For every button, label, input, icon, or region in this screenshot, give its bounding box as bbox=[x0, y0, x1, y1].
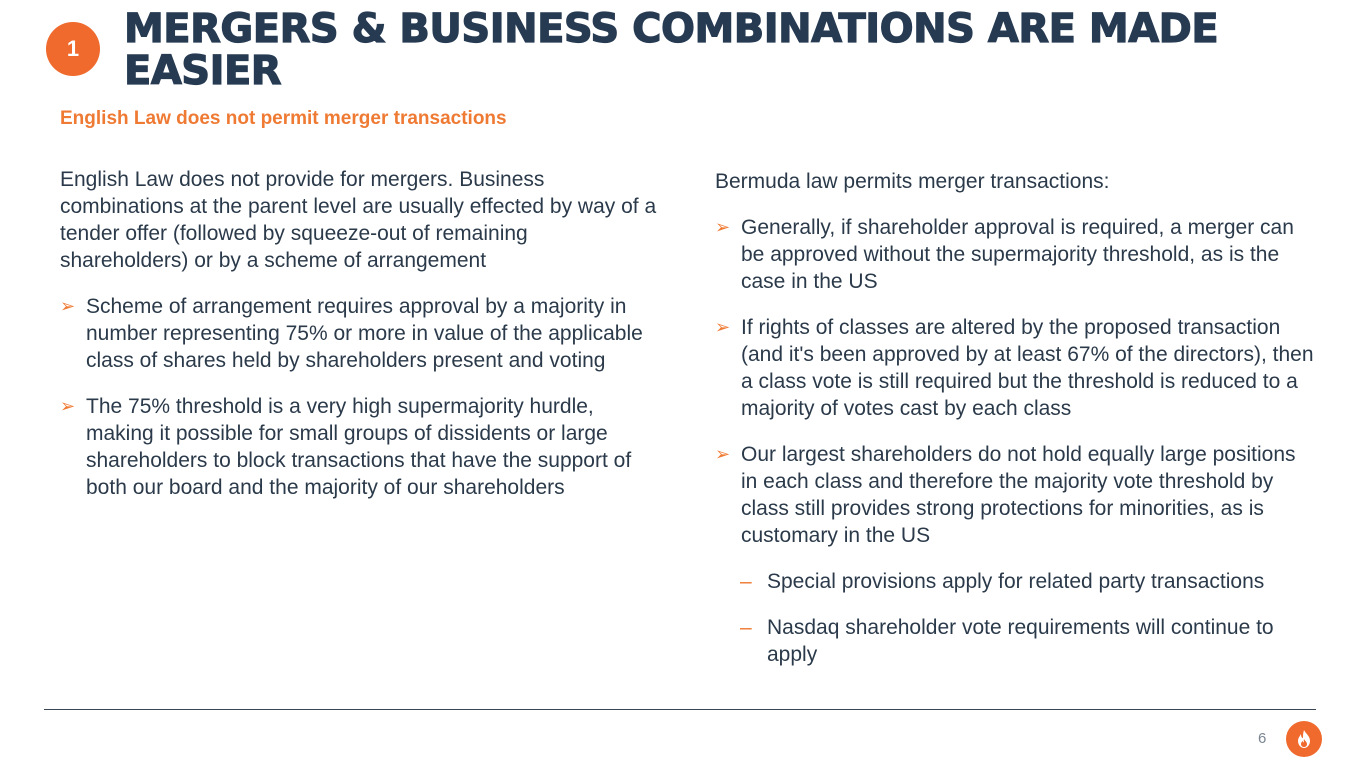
left-bullet-1-text: Scheme of arrangement requires approval by a majority in number representing 75% or more in value of the applicable class of shares held by shareholders present and voting bbox=[86, 295, 643, 372]
subtitle: English Law does not permit merger transactions bbox=[60, 108, 507, 129]
right-sub-bullet-1 bbox=[715, 568, 1315, 595]
right-sub-bullet-1-text: Special provisions apply for related party transactions bbox=[767, 570, 1265, 593]
right-bullet-3 bbox=[715, 441, 1315, 549]
right-bullet-2 bbox=[715, 314, 1315, 422]
left-bullet-2-text: The 75% threshold is a very high supermajority hurdle, making it possible for small groups of dissidents or large shareholders to block transactions that have the support of both our board and the majority of our shareholders bbox=[86, 395, 632, 499]
right-column bbox=[715, 168, 1315, 687]
footer-divider bbox=[44, 709, 1316, 710]
left-bullet-2 bbox=[60, 393, 660, 501]
right-bullet-1 bbox=[715, 214, 1315, 295]
dash-bullet-icon: – bbox=[740, 616, 752, 639]
flame-icon bbox=[1293, 728, 1315, 750]
slide-number-label: 1 bbox=[66, 36, 80, 61]
right-bullet-3-text: Our largest shareholders do not hold equally large positions in each class and therefore the majority vote threshold by class still provides strong protections for minorities, as is customary in the US bbox=[741, 443, 1296, 547]
dash-bullet-icon: – bbox=[740, 570, 752, 593]
left-column bbox=[60, 166, 660, 520]
left-bullet-1 bbox=[60, 293, 660, 374]
right-sub-bullet-2 bbox=[715, 614, 1315, 668]
arrow-bullet-icon: ➢ bbox=[60, 396, 76, 416]
arrow-bullet-icon: ➢ bbox=[715, 217, 731, 237]
right-intro: Bermuda law permits merger transactions: bbox=[715, 170, 1110, 193]
arrow-bullet-icon: ➢ bbox=[715, 444, 731, 464]
arrow-bullet-icon: ➢ bbox=[60, 296, 76, 316]
page-title: MERGERS & BUSINESS COMBINATIONS ARE MADE EASIER bbox=[124, 6, 1219, 94]
arrow-bullet-icon: ➢ bbox=[715, 317, 731, 337]
right-bullet-1-text: Generally, if shareholder approval is required, a merger can be approved without the supermajority threshold, as is the case in the US bbox=[741, 216, 1294, 293]
page-number: 6 bbox=[1258, 730, 1267, 747]
slide-number-badge bbox=[46, 22, 100, 76]
right-sub-bullet-2-text: Nasdaq shareholder vote requirements will continue to apply bbox=[767, 616, 1274, 666]
right-bullet-2-text: If rights of classes are altered by the proposed transaction (and it's been approved by at least 67% of the directors), then a class vote is still required but the threshold is reduced to a majority of votes cast by each class bbox=[741, 316, 1314, 420]
flame-logo-icon bbox=[1286, 721, 1322, 757]
left-intro: English Law does not provide for mergers. Business combinations at the parent level are usually effected by way of a tender offer (followed by squeeze-out of remaining shareholders) or by a scheme of arrangement bbox=[60, 168, 657, 272]
